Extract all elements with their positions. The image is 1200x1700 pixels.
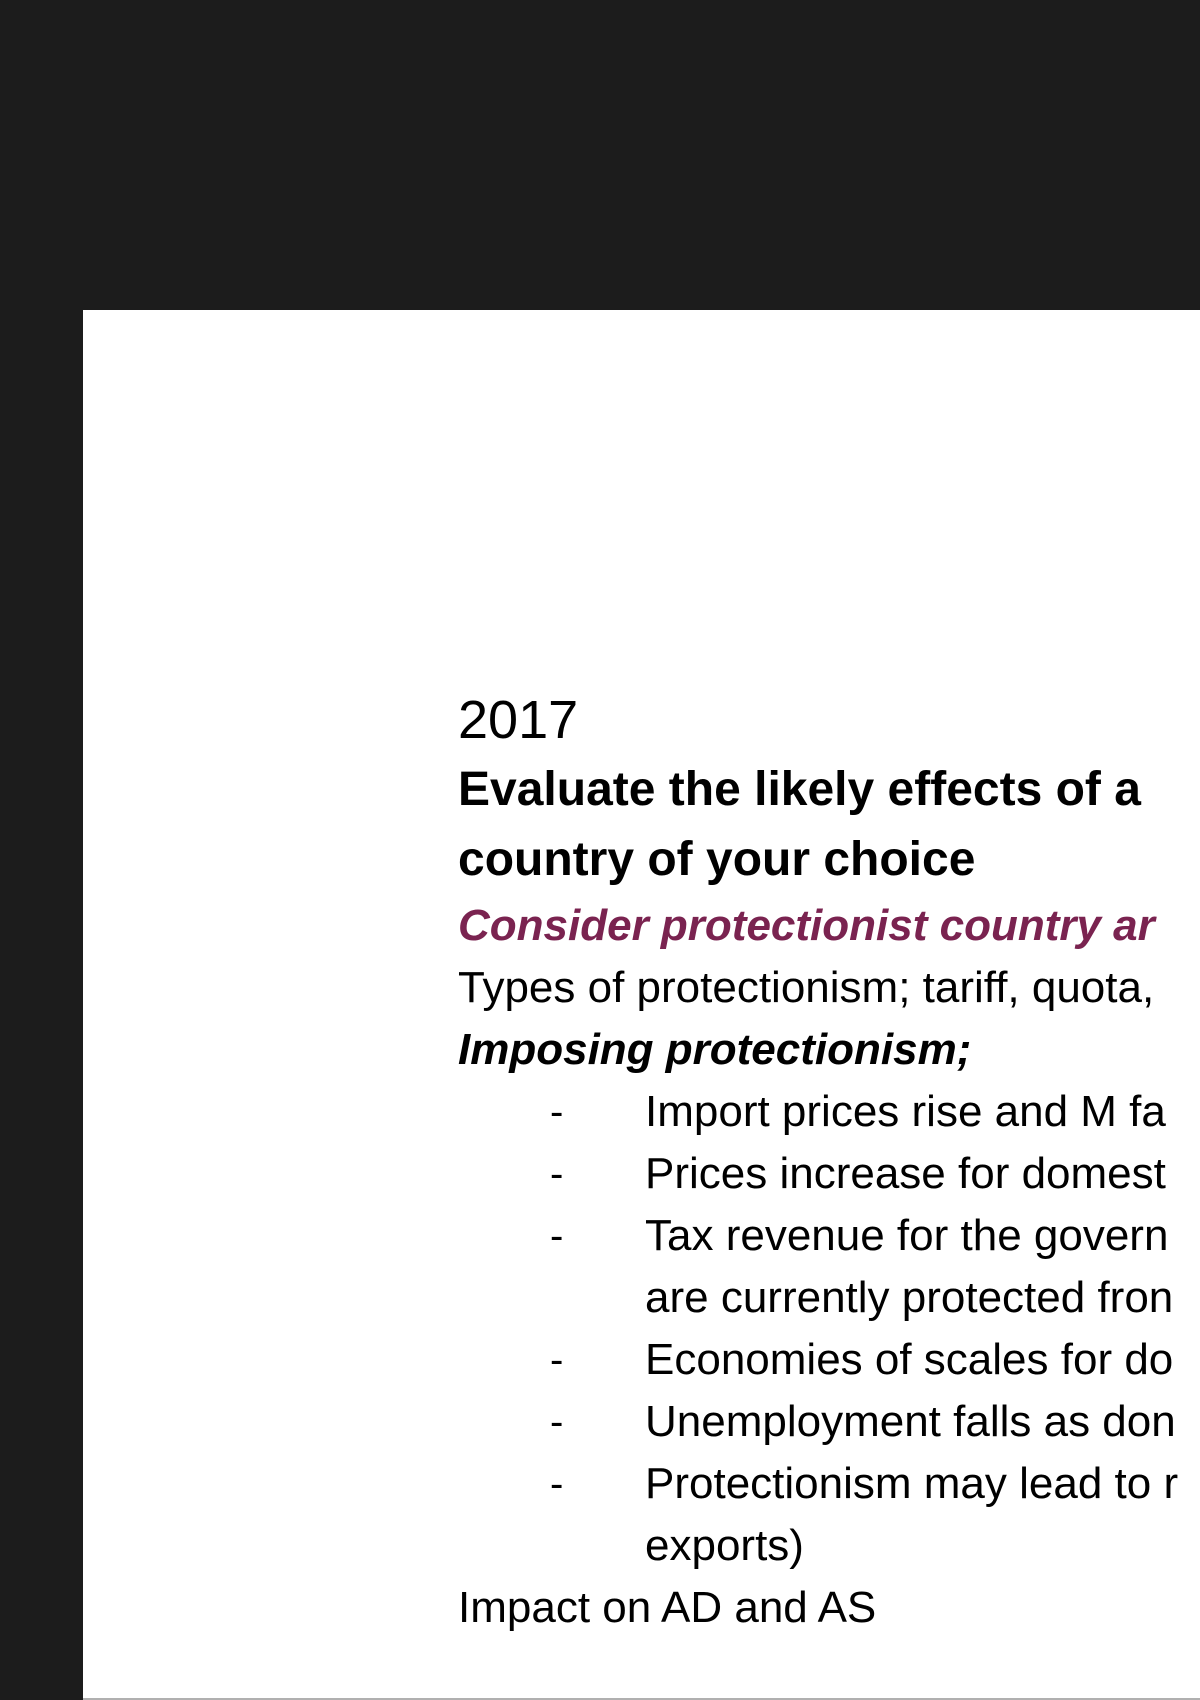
bullet-text: Economies of scales for do [645,1335,1174,1384]
list-item [458,1143,1200,1205]
bullet-text: Unemployment falls as don [645,1397,1176,1446]
bullet-dash: - [550,1462,564,1506]
page-content [458,685,1200,1639]
bullet-dash: - [550,1338,564,1382]
types-line: Types of protectionism; tariff, quota, [458,963,1155,1012]
bullet-dash: - [550,1090,564,1134]
list-item [458,1329,1200,1391]
question-line: Evaluate the likely effects of a [458,763,1141,816]
document-page [83,310,1200,1700]
impact-heading: Impact on AD and AS [458,1583,877,1632]
bullet-dash: - [550,1214,564,1258]
bullet-text: Import prices rise and M fa [645,1087,1166,1136]
consider-heading: Consider protectionist country ar [458,901,1155,950]
bullet-dash: - [550,1152,564,1196]
list-item [458,1205,1200,1329]
list-item [458,1391,1200,1453]
bullet-dash: - [550,1400,564,1444]
question-line: country of your choice [458,833,976,886]
bullet-text: Prices increase for domest [645,1149,1166,1198]
list-item [458,1081,1200,1143]
bullet-text: Protectionism may lead to r [645,1459,1179,1508]
bullet-text: Tax revenue for the govern [645,1211,1169,1260]
bullet-text-continued: exports) [645,1521,804,1570]
imposing-heading: Imposing protectionism; [458,1025,972,1074]
essay-question [458,755,1200,895]
list-item [458,1453,1200,1577]
bullet-list [458,1081,1200,1577]
bullet-text-continued: are currently protected fron [645,1273,1174,1322]
exam-year: 2017 [458,690,579,750]
